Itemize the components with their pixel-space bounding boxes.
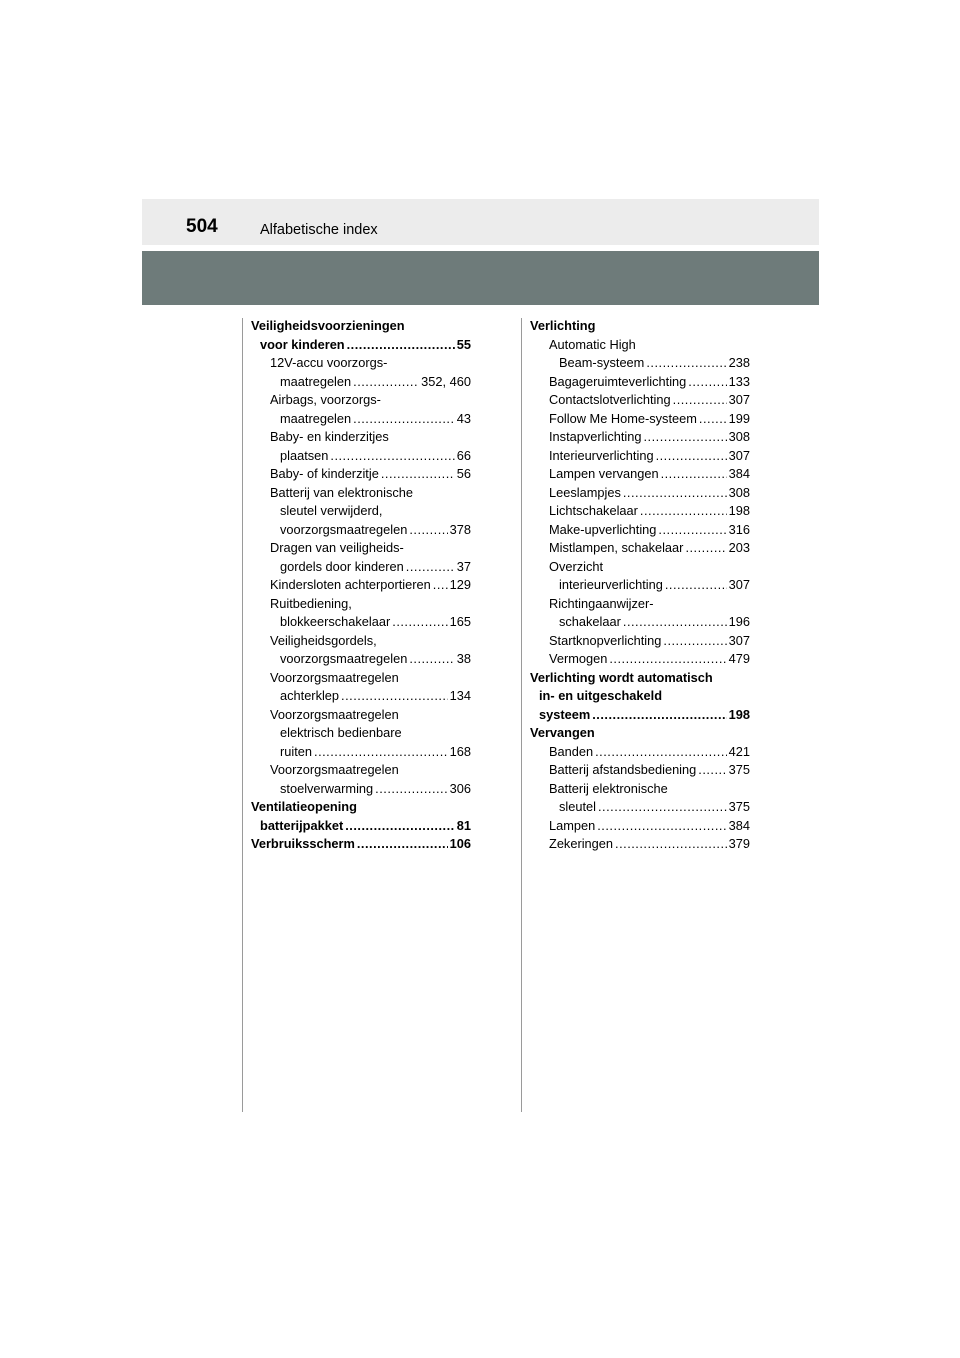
index-entry-page: 43 [456, 410, 471, 426]
index-entry [251, 687, 471, 706]
index-entry [251, 669, 471, 688]
index-entry-text: Overzicht [549, 558, 604, 574]
index-entry-text: Voorzorgsmaatregelen [270, 706, 399, 722]
index-entry-text: voor kinderen [260, 336, 345, 352]
index-entry-text: ruiten [280, 743, 313, 759]
index-entry [251, 502, 471, 521]
index-entry-page: 307 [728, 577, 750, 593]
index-entry-text: Kindersloten achterportieren [270, 577, 431, 593]
index-entry-text: Baby- of kinderzitje [270, 466, 379, 482]
section-banner [142, 251, 819, 305]
dot-leader [314, 743, 448, 762]
dot-leader [598, 798, 727, 817]
index-entry [251, 798, 471, 817]
index-entry-text: Follow Me Home-systeem [549, 410, 697, 426]
dot-leader [409, 521, 447, 540]
dot-leader [341, 687, 448, 706]
index-entry-text: Voorzorgsmaatregelen [270, 669, 399, 685]
index-entry-page: 421 [728, 743, 750, 759]
index-entry-text: maatregelen [280, 373, 352, 389]
index-entry-text: Verlichting [530, 318, 596, 333]
index-entry-text: Startknopverlichting [549, 632, 662, 648]
index-entry-text: Verlichting wordt automatisch [530, 669, 713, 685]
index-entry [251, 650, 471, 669]
index-entry-page: 37 [456, 558, 471, 574]
index-entry-text: Lampen vervangen [549, 466, 659, 482]
index-entry [530, 798, 750, 817]
index-entry [251, 724, 471, 743]
index-entry-page: 306 [449, 780, 471, 796]
index-entry [251, 576, 471, 595]
index-entry [251, 817, 471, 836]
index-entry [530, 521, 750, 540]
index-entry-text: Richtingaanwijzer- [549, 595, 654, 611]
index-entry [530, 465, 750, 484]
index-entry-text: Ruitbediening, [270, 595, 352, 611]
dot-leader [345, 817, 455, 836]
dot-leader [406, 558, 455, 577]
dot-leader [661, 465, 727, 484]
index-entry-text: Automatic High [549, 336, 636, 352]
index-entry-page: 479 [728, 651, 750, 667]
index-entry [251, 410, 471, 429]
index-entry-page: 56 [456, 466, 471, 482]
index-entry-text: stoelverwarming [280, 780, 374, 796]
index-entry-page: 316 [728, 521, 750, 537]
dot-leader [658, 521, 726, 540]
index-entry [251, 521, 471, 540]
dot-leader [595, 743, 727, 762]
index-entry-page: 352, 460 [421, 373, 471, 389]
index-entry-page: 198 [728, 503, 750, 519]
index-entry [251, 391, 471, 410]
index-entry-page: 307 [728, 392, 750, 408]
index-entry [530, 669, 750, 688]
index-entry-page: 378 [449, 521, 471, 537]
index-entry-text: sleutel verwijderd, [280, 503, 383, 519]
index-entry [251, 373, 471, 392]
index-entry-page: 198 [728, 706, 750, 722]
index-entry-page: 307 [728, 447, 750, 463]
index-entry-text: Verbruiksscherm [251, 836, 355, 852]
index-entry [251, 336, 471, 355]
index-entry [530, 410, 750, 429]
index-entry-text: Zekeringen [549, 836, 614, 852]
index-entry-page: 168 [449, 743, 471, 759]
index-entry-text: elektrisch bedienbare [280, 725, 402, 741]
index-entry-text: Voorzorgsmaatregelen [270, 762, 399, 778]
index-entry-text: systeem [539, 706, 591, 722]
index-entry-text: Dragen van veiligheids- [270, 540, 404, 556]
index-entry-text: maatregelen [280, 410, 352, 426]
dot-leader [409, 650, 454, 669]
index-entry [530, 743, 750, 762]
dot-leader [353, 373, 419, 392]
index-entry [251, 484, 471, 503]
dot-leader [623, 613, 727, 632]
index-entry [251, 317, 471, 336]
index-entry [530, 391, 750, 410]
index-entry-text: Bagageruimteverlichting [549, 373, 687, 389]
index-entry [251, 761, 471, 780]
index-entry [530, 595, 750, 614]
index-entry-page: 106 [449, 836, 471, 852]
dot-leader [609, 650, 726, 669]
index-column-left [251, 317, 471, 854]
index-entry-page: 308 [728, 429, 750, 445]
dot-leader [698, 761, 726, 780]
index-entry-text: achterklep [280, 688, 340, 704]
dot-leader [685, 539, 726, 558]
index-entry-page: 238 [728, 355, 750, 371]
dot-leader [592, 706, 726, 725]
index-entry-page: 133 [728, 373, 750, 389]
index-entry [251, 780, 471, 799]
index-entry-text: in- en uitgeschakeld [539, 688, 663, 704]
index-entry-page: 81 [456, 817, 471, 833]
index-entry [251, 632, 471, 651]
section-title: Alfabetische index [260, 222, 378, 238]
index-entry [251, 613, 471, 632]
index-entry-page: 38 [456, 651, 471, 667]
index-entry-page: 375 [728, 762, 750, 778]
index-entry [251, 428, 471, 447]
index-entry-text: Baby- en kinderzitjes [270, 429, 389, 445]
index-entry [251, 595, 471, 614]
index-entry-page: 66 [456, 447, 471, 463]
dot-leader [623, 484, 727, 503]
dot-leader [392, 613, 447, 632]
index-entry [530, 576, 750, 595]
index-entry [530, 336, 750, 355]
dot-leader [357, 835, 448, 854]
dot-leader [643, 428, 726, 447]
index-entry [530, 484, 750, 503]
dot-leader [665, 576, 727, 595]
index-entry-page: 384 [728, 466, 750, 482]
dot-leader [688, 373, 726, 392]
index-entry-text: schakelaar [559, 614, 621, 630]
index-entry-text: Contactslotverlichting [549, 392, 671, 408]
index-entry-text: Batterij afstandsbediening [549, 762, 697, 778]
right-column-rule [521, 318, 522, 1112]
dot-leader [347, 336, 455, 355]
index-entry [251, 835, 471, 854]
index-entry [251, 354, 471, 373]
index-entry [530, 447, 750, 466]
index-entry [530, 632, 750, 651]
index-column-right [530, 317, 750, 854]
dot-leader [640, 502, 727, 521]
index-entry [530, 317, 750, 336]
index-entry-page: 196 [728, 614, 750, 630]
index-entry [530, 817, 750, 836]
dot-leader [673, 391, 727, 410]
index-entry [251, 558, 471, 577]
index-entry-page: 55 [456, 336, 471, 352]
index-entry-text: Instapverlichting [549, 429, 642, 445]
index-entry-text: blokkeerschakelaar [280, 614, 391, 630]
index-entry [251, 465, 471, 484]
index-entry [530, 428, 750, 447]
dot-leader [330, 447, 454, 466]
index-entry-text: 12V-accu voorzorgs- [270, 355, 388, 371]
index-entry-text: Vervangen [530, 725, 595, 741]
index-entry-text: batterijpakket [260, 817, 344, 833]
page-number: 504 [186, 216, 218, 237]
index-entry-text: gordels door kinderen [280, 558, 404, 574]
index-entry-text: voorzorgsmaatregelen [280, 521, 408, 537]
index-entry-text: plaatsen [280, 447, 329, 463]
index-entry-page: 375 [728, 799, 750, 815]
index-entry-text: interieurverlichting [559, 577, 663, 593]
dot-leader [433, 576, 448, 595]
index-entry-page: 134 [449, 688, 471, 704]
index-entry-text: Mistlampen, schakelaar [549, 540, 684, 556]
index-entry [251, 706, 471, 725]
index-entry-page: 384 [728, 817, 750, 833]
index-entry [530, 502, 750, 521]
index-entry-text: Batterij van elektronische [270, 484, 413, 500]
index-entry [530, 354, 750, 373]
index-entry [530, 724, 750, 743]
index-entry-text: Vermogen [549, 651, 608, 667]
dot-leader [663, 632, 726, 651]
index-entry [251, 743, 471, 762]
dot-leader [615, 835, 727, 854]
index-entry-text: Make-upverlichting [549, 521, 657, 537]
header-band [142, 199, 819, 245]
index-entry [530, 613, 750, 632]
dot-leader [646, 354, 726, 373]
index-entry-text: Ventilatieopening [251, 799, 357, 815]
left-column-rule [242, 318, 243, 1112]
index-entry [530, 687, 750, 706]
index-entry [530, 539, 750, 558]
index-entry [530, 706, 750, 725]
index-entry [530, 835, 750, 854]
index-entry-page: 308 [728, 484, 750, 500]
index-entry-text: sleutel [559, 799, 596, 815]
index-entry-text: Lampen [549, 817, 596, 833]
index-entry [530, 650, 750, 669]
index-entry [530, 373, 750, 392]
index-entry-text: Veiligheidsvoorzieningen [251, 318, 405, 333]
index-entry-text: Beam-systeem [559, 355, 645, 371]
index-entry-page: 129 [449, 577, 471, 593]
index-entry-text: Lichtschakelaar [549, 503, 638, 519]
index-entry-text: Banden [549, 743, 594, 759]
index-entry [530, 558, 750, 577]
index-entry-page: 307 [728, 632, 750, 648]
index-entry-text: Interieurverlichting [549, 447, 654, 463]
dot-leader [381, 465, 455, 484]
dot-leader [597, 817, 726, 836]
index-entry-page: 165 [449, 614, 471, 630]
index-entry [251, 447, 471, 466]
index-entry-text: voorzorgsmaatregelen [280, 651, 408, 667]
dot-leader [699, 410, 727, 429]
index-entry-page: 203 [728, 540, 750, 556]
dot-leader [375, 780, 447, 799]
index-entry-text: Batterij elektronische [549, 780, 668, 796]
index-entry [530, 761, 750, 780]
index-entry-page: 379 [728, 836, 750, 852]
index-entry-text: Leeslampjes [549, 484, 621, 500]
index-entry-text: Veiligheidsgordels, [270, 632, 377, 648]
index-entry-text: Airbags, voorzorgs- [270, 392, 381, 408]
index-entry [530, 780, 750, 799]
dot-leader [656, 447, 727, 466]
index-entry-page: 199 [728, 410, 750, 426]
index-entry [251, 539, 471, 558]
dot-leader [353, 410, 455, 429]
